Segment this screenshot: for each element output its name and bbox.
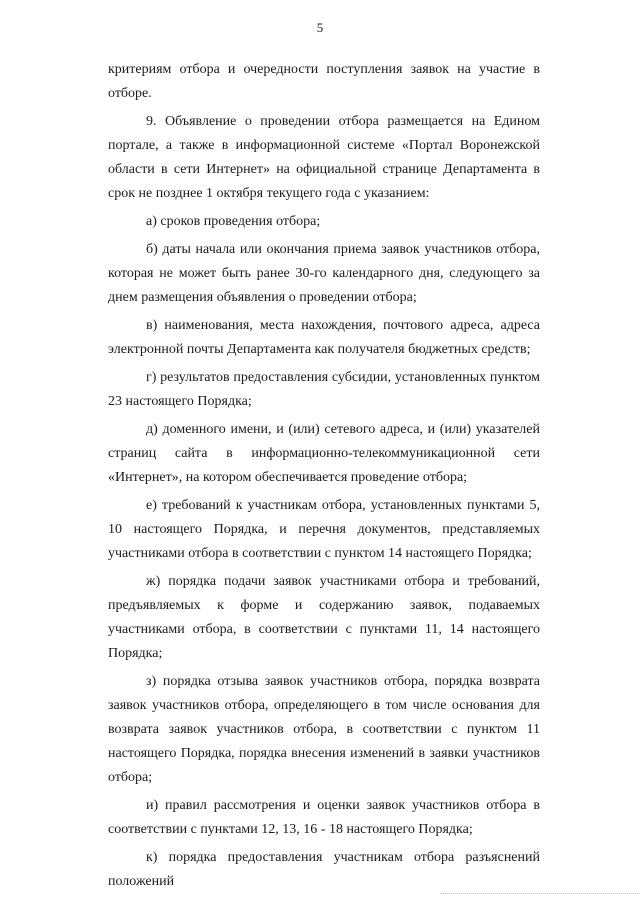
paragraph-item-zh: ж) порядка подачи заявок участниками отбора и требований, предъявляемых к форме и содержанию заявок, подаваемых участниками отбора, в соответствии с пунктами 11, 14 настоящего Порядка; <box>108 574 540 661</box>
paragraph-item-e: е) требований к участникам отбора, установленных пунктами 5, 10 настоящего Порядка, и перечня документов, представляемых участниками отбора в соответствии с пунктом 14 настоящего Порядка; <box>108 498 540 561</box>
paragraph-item-9: 9. Объявление о проведении отбора размещается на Едином портале, а также в информационной системе «Портал Воронежской области в сети Интернет» на официальной странице Департамента в срок не позднее 1 октября текущего года с указанием: <box>108 114 540 201</box>
paragraph-continuation: критериям отбора и очередности поступления заявок на участие в отборе. <box>108 62 540 101</box>
paragraph-item-d: д) доменного имени, и (или) сетевого адреса, и (или) указателей страниц сайта в информационно-телекоммуникационной сети «Интернет», на котором обеспечивается проведение отбора; <box>108 422 540 485</box>
paragraph-item-i: и) правил рассмотрения и оценки заявок участников отбора в соответствии с пунктами 12, 13, 16 - 18 настоящего Порядка; <box>108 798 540 837</box>
page-number: 5 <box>316 20 324 35</box>
paragraph-item-a: а) сроков проведения отбора; <box>146 214 321 229</box>
paragraph-item-z: з) порядка отзыва заявок участников отбора, порядка возврата заявок участников отбора, определяющего в том числе основания для возврата заявок участников отбора, в соответствии с пунктом 11 настоящего Порядка, порядка внесения изменений в заявки участников отбора; <box>108 674 540 785</box>
document-body <box>108 58 540 898</box>
paragraph-item-v: в) наименования, места нахождения, почтового адреса, адреса электронной почты Департамента как получателя бюджетных средств; <box>108 318 540 357</box>
paragraph-item-k: к) порядка предоставления участникам отбора разъяснений положений <box>108 850 540 889</box>
paragraph-item-b: б) даты начала или окончания приема заявок участников отбора, которая не может быть ранее 30-го календарного дня, следующего за днем размещения объявления о проведении отбора; <box>108 242 540 305</box>
paragraph-item-g: г) результатов предоставления субсидии, установленных пунктом 23 настоящего Порядка; <box>108 370 540 409</box>
scan-edge-divider <box>440 893 640 898</box>
